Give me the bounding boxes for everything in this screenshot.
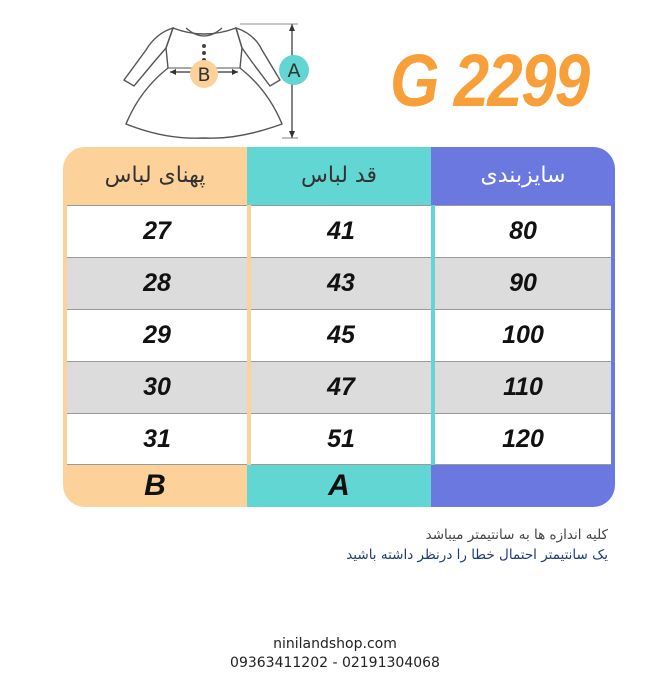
cell-length: 43: [327, 269, 355, 297]
row-divider: [67, 413, 611, 414]
note-units: کلیه اندازه ها به سانتیمتر میباشد: [425, 527, 608, 543]
cell-size: 80: [509, 217, 537, 245]
label-b: B: [197, 64, 211, 86]
cell-length: 41: [327, 217, 355, 245]
product-code: G 2299: [390, 39, 589, 122]
cell-size: 100: [502, 321, 544, 349]
footer-label-b: B: [144, 469, 166, 502]
cell-length: 47: [327, 373, 355, 401]
website-text: ninilandshop.com: [273, 636, 397, 652]
row-divider: [67, 257, 611, 258]
header-length: قد لباس: [301, 163, 377, 188]
table-row: [67, 413, 611, 465]
phone-numbers: 09363411202 - 02191304068: [230, 655, 440, 671]
row-divider: [67, 205, 611, 206]
cell-size: 110: [503, 373, 543, 401]
cell-length: 51: [327, 425, 355, 453]
cell-size: 90: [509, 269, 537, 297]
cell-width: 28: [143, 269, 171, 297]
row-divider: [67, 309, 611, 310]
column-divider: [431, 205, 435, 465]
cell-width: 30: [143, 373, 171, 401]
size-table: [63, 147, 615, 507]
header-width: پهنای لباس: [104, 163, 206, 188]
table-body: [67, 205, 611, 465]
column-divider: [247, 205, 251, 465]
table-row: [67, 361, 611, 413]
table-row: [67, 257, 611, 309]
cell-width: 31: [143, 425, 171, 453]
footer-label-a: A: [328, 469, 350, 502]
dress-illustration: [118, 18, 318, 144]
cell-length: 45: [327, 321, 355, 349]
cell-width: 29: [143, 321, 171, 349]
note-tolerance: یک سانتیمتر احتمال خطا را درنظر داشته باشید: [346, 547, 608, 563]
table-row: [67, 205, 611, 257]
cell-width: 27: [143, 217, 171, 245]
label-a: A: [287, 60, 301, 82]
table-row: [67, 309, 611, 361]
cell-size: 120: [502, 425, 544, 453]
header-size: سایزبندی: [480, 163, 566, 188]
row-divider: [67, 361, 611, 362]
